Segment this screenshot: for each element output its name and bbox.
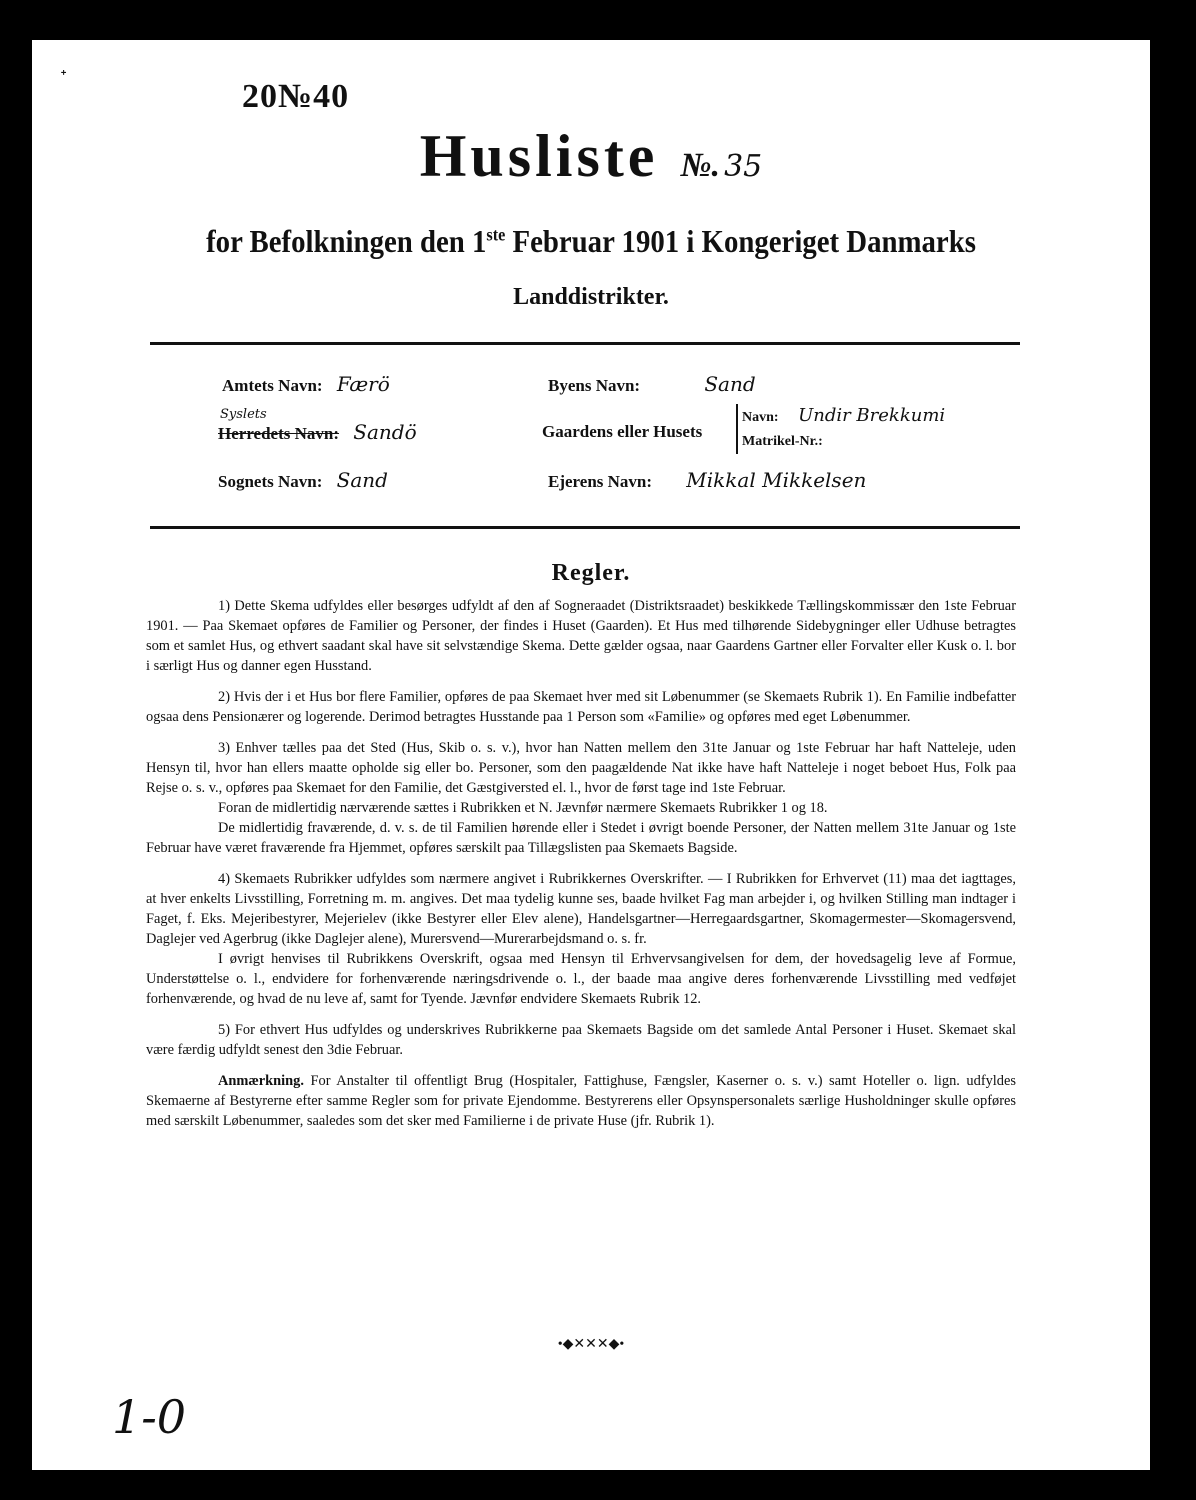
ejer-value: Mikkal Mikkelsen [686, 468, 867, 492]
by-field [548, 372, 756, 396]
handwritten-number: 35 [724, 149, 763, 184]
form-subtitle-district: Landdistrikter. [513, 284, 669, 310]
form-title: Husliste [419, 123, 659, 189]
sogn-label: Sognets Navn: [218, 472, 323, 491]
rules-body [146, 596, 1016, 1142]
rule-1: 1) Dette Skema udfyldes eller besørges udfyldt af den af Sogneraadet (Distriktsraadet) beskikkede Tællingskommissær den 1ste Februar 1901. — Paa Skemaet opføres de Familier og Personer, der findes i Huset (Gaarden). Et Hus med tilhørende Sidebygninger eller Udhuse betragtes som et samlet Hus, og ethvert saadant skal have sit selvstændige Skema. Dette gælder ogsaa, naar Gaardens Gartner eller Forvalter eller Kusk o. l. bor i særligt Hus og danner egen Husstand. [146, 598, 1016, 674]
herred-label: Herredets Navn: [218, 424, 340, 443]
gaard-field [542, 422, 702, 442]
herred-overwrite: Syslets [220, 407, 267, 422]
navn-label: Navn: [742, 410, 779, 425]
rule-4-continued: I øvrigt henvises til Rubrikkens Overskrift, ogsaa med Hensyn til Erhvervsangivelsen for dem, der hovedsagelig leve af Formue, Understøttelse o. l., endvidere for forhenværende næringsdrivende o. l., der baade maa angive deres forhenværende Livsstilling med vedføjet forhenværende, og hvad de nu leve af, samt for Tyende. Jævnfør endvidere Skemaets Rubrik 12. [146, 951, 1016, 1007]
rule-5: 5) For ethvert Hus udfyldes og underskrives Rubrikkerne paa Skemaets Bagside om det samlede Antal Personer i Huset. Skemaet skal være færdig udfyldt senest den 3die Februar. [146, 1022, 1016, 1058]
census-form-page [32, 40, 1150, 1470]
matrikel-row [742, 430, 945, 454]
archive-stamp: 20№40 [242, 78, 350, 115]
subtitle-part2: Februar 1901 i Kongeriget Danmarks [505, 223, 976, 259]
rule-3-absent: De midlertidig fraværende, d. v. s. de til Familien hørende eller i Stedet i øvrigt boende Personer, der Natten mellem 31te Januar og 1ste Februar have været fraværende fra Hjemmet, opføres særskilt paa Tillægslisten paa Skemaets Bagside. [146, 820, 1016, 856]
ornament-divider: •◆✕✕✕◆• [557, 1337, 625, 1352]
matrikel-label: Matrikel-Nr.: [742, 434, 823, 449]
note-label: Anmærkning. [218, 1073, 304, 1089]
navn-row [742, 404, 945, 430]
amt-label: Amtets Navn: [222, 376, 323, 395]
by-value: Sand [704, 372, 756, 396]
subtitle-sup: ste [486, 224, 506, 245]
rule-4: 4) Skemaets Rubrikker udfyldes som nærmere angivet i Rubrikkernes Overskrifter. — I Rubrikken for Erhvervet (11) maa det iagttages, at hver enkelts Livsstilling, Forretning m. m. angives. Det maa tydelig kunne ses, baade hvilket Fag man arbejder i, og hvilken Stilling man indtager i Faget, f. Eks. Mejeribestyrer, Mejerielev (ikke Bestyrer eller Elev alene), Handelsgartner—Herregaardsgartner, Skomagermester—Skomagersvend, Daglejer ved Agerbrug (ikke Daglejer alene), Murersvend—Murerarbejdsmand o. s. fr. [146, 871, 1016, 947]
rule-3: 3) Enhver tælles paa det Sted (Hus, Skib o. s. v.), hvor han Natten mellem den 31te Januar og 1ste Februar har haft Natteleje, uden Hensyn til, hvor han ellers maatte opholde sig eller bo. Personer, som den paagældende Nat ikke have haft Natteleje i noget beboet Hus, Folk paa Rejse o. s. v., opføres paa Skemaet for den Familie, det Gæstgiversted el. l., hvor de først tage ind 1ste Februar. [146, 740, 1016, 796]
sogn-field [218, 468, 388, 492]
rule-2: 2) Hvis der i et Hus bor flere Familier, opføres de paa Skemaet hver med sit Løbenummer (se Skemaets Rubrik 1). En Familie indbefatter ogsaa dens Pensionærer og logerende. Derimod betragtes Husstande paa 1 Person som «Familie» og opføres med eget Løbenummer. [146, 689, 1016, 725]
herred-value: Sandö [353, 420, 417, 444]
herred-field [218, 420, 417, 444]
title-row [32, 122, 1150, 191]
handwritten-mark: 1-0 [112, 1390, 187, 1444]
rules-heading: Regler. [551, 560, 631, 586]
rule-3-present: Foran de midlertidig nærværende sættes i Rubrikken et N. Jævnfør nærmere Skemaets Rubrikker 1 og 18. [218, 800, 828, 816]
number-label: №. [680, 147, 721, 184]
corner-mark: ᐩ [60, 66, 68, 86]
gaard-label: Gaardens eller Husets [542, 422, 703, 441]
gaard-subfields [736, 404, 945, 454]
by-label: Byens Navn: [548, 376, 641, 395]
ejer-label: Ejerens Navn: [548, 472, 653, 491]
subtitle-part1: for Befolkningen den 1 [206, 223, 487, 259]
amt-field [222, 372, 390, 396]
amt-value: Færö [336, 372, 390, 396]
form-subtitle [88, 223, 1094, 260]
note [146, 1071, 1016, 1131]
bottom-rule [150, 526, 1020, 529]
sogn-value: Sand [336, 468, 388, 492]
navn-value: Undir Brekkumi [798, 405, 946, 426]
top-rule [150, 342, 1020, 345]
ejer-field [548, 468, 866, 492]
note-text: For Anstalter til offentligt Brug (Hospitaler, Fattighuse, Fængsler, Kaserner o. s. v.) samt Hoteller o. lign. udfyldes Skemaerne af Bestyrerne efter samme Regler som for private Ejendomme. Bestyrerens eller Opsynspersonalets særlige Husholdninger skulle opføres med særskilt Løbenummer, saaledes som det sker med Familierne i de private Huse (jfr. Rubrik 1). [146, 1073, 1016, 1129]
